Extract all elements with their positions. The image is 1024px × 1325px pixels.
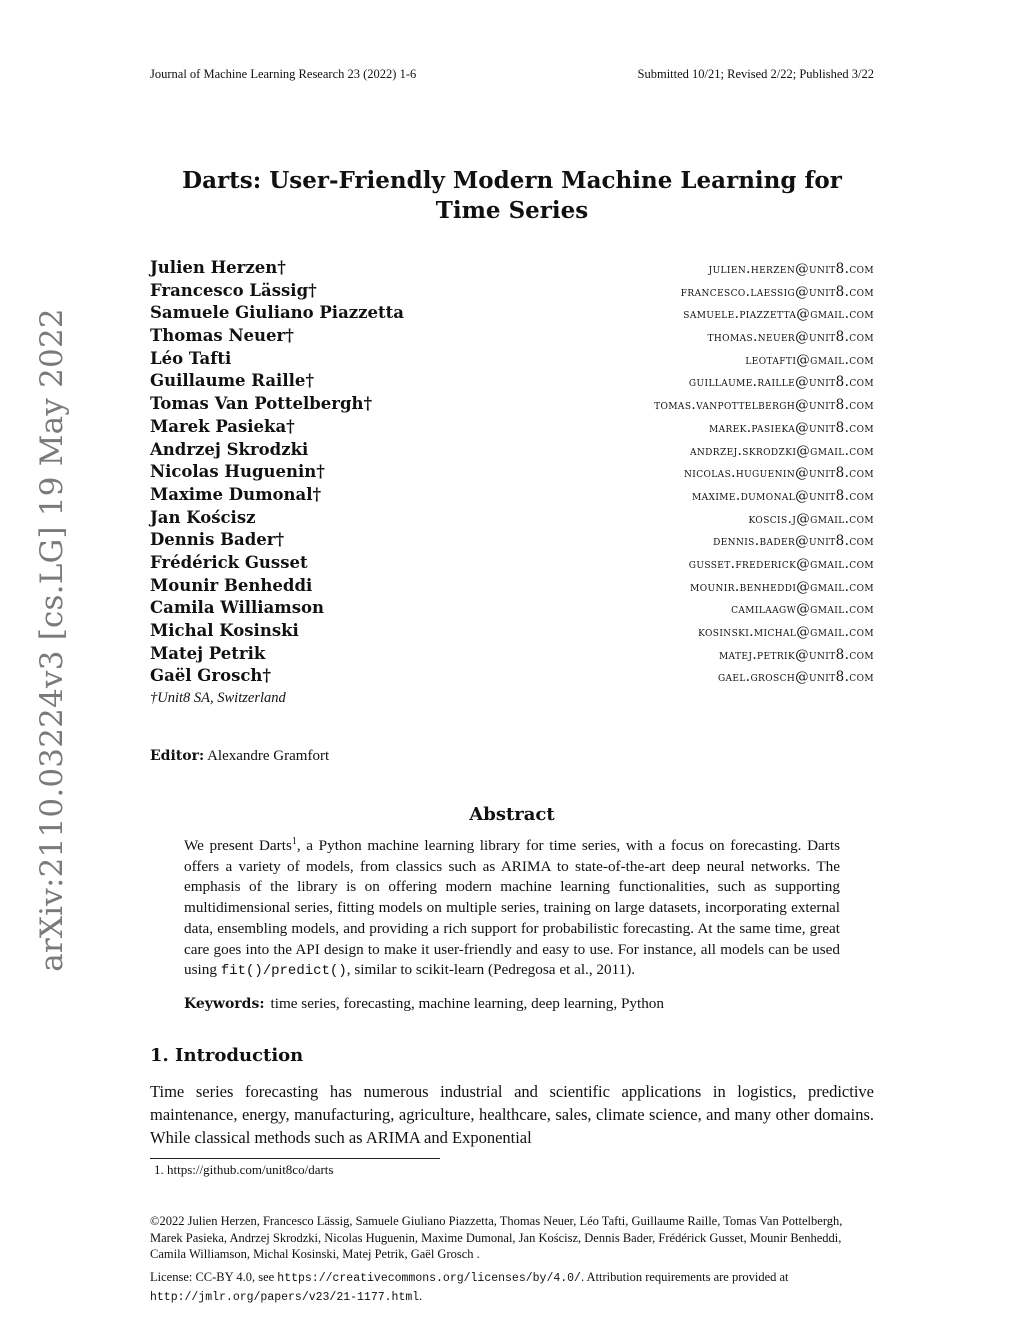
author-row bbox=[150, 417, 874, 440]
author-name: Dennis Bader† bbox=[150, 530, 285, 550]
author-email[interactable]: gael.grosch@unit8.com bbox=[717, 669, 874, 686]
abstract-code: fit()/predict() bbox=[220, 963, 347, 980]
author-row bbox=[150, 349, 874, 372]
author-email[interactable]: leotafti@gmail.com bbox=[745, 351, 874, 368]
author-row bbox=[150, 462, 874, 485]
author-email[interactable]: samuele.piazzetta@gmail.com bbox=[683, 306, 874, 323]
author-row bbox=[150, 326, 874, 349]
author-name: Léo Tafti bbox=[150, 348, 232, 368]
author-email[interactable]: matej.petrik@unit8.com bbox=[718, 646, 874, 663]
author-row bbox=[150, 303, 874, 326]
author-name: Nicolas Huguenin† bbox=[150, 462, 325, 482]
author-row bbox=[150, 666, 874, 689]
author-email[interactable]: camilaagw@gmail.com bbox=[731, 601, 874, 618]
abstract-text-3: , similar to scikit-learn (Pedregosa et al., 2011). bbox=[346, 961, 636, 979]
author-row bbox=[150, 394, 874, 417]
footnote-marker[interactable]: 1 bbox=[291, 836, 297, 847]
keywords-line bbox=[184, 995, 840, 1013]
paper-title: Darts: User-Friendly Modern Machine Learning for Time Series bbox=[182, 167, 842, 224]
abstract-text-1: We present Darts bbox=[184, 837, 292, 855]
affiliation: †Unit8 SA, Switzerland bbox=[150, 690, 286, 706]
author-email[interactable]: koscis.j@gmail.com bbox=[748, 510, 874, 527]
author-name: Francesco Lässig† bbox=[150, 280, 317, 300]
author-name: Jan Kościsz bbox=[150, 507, 256, 527]
journal-header: Journal of Machine Learning Research 23 (2022) 1-6 bbox=[150, 67, 417, 81]
abstract-body bbox=[184, 832, 840, 982]
author-row bbox=[150, 371, 874, 394]
author-email[interactable]: andrzej.skrodzki@gmail.com bbox=[690, 442, 874, 459]
copyright-notice: ©2022 Julien Herzen, Francesco Lässig, Samuele Giuliano Piazzetta, Thomas Neuer, Léo Tafti, Guillaume Raille, Tomas Van Pottelbergh, Marek Pasieka, Andrzej Skrodzki, Nicolas Huguenin, Maxime Dumonal, Jan Kościsz, Dennis Bader, Frédérick Gusset, Mounir Benheddi, Camila Williamson, Michal Kosinski, Matej Petrik, Gaël Grosch . bbox=[150, 1214, 843, 1261]
author-name: Matej Petrik bbox=[150, 643, 266, 663]
footnote[interactable]: 1. https://github.com/unit8co/darts bbox=[154, 1162, 334, 1177]
author-name: Gaël Grosch† bbox=[150, 666, 272, 686]
author-row bbox=[150, 281, 874, 304]
author-name: Marek Pasieka† bbox=[150, 416, 295, 436]
author-name: Mounir Benheddi bbox=[150, 575, 313, 595]
author-row bbox=[150, 530, 874, 553]
author-row bbox=[150, 621, 874, 644]
author-email[interactable]: guillaume.raille@unit8.com bbox=[688, 374, 874, 391]
author-email[interactable]: kosinski.michal@gmail.com bbox=[698, 624, 874, 640]
section-title: 1. Introduction bbox=[150, 1045, 304, 1066]
author-row bbox=[150, 644, 874, 667]
author-row bbox=[150, 508, 874, 531]
license-text-2: . Attribution requirements are provided at bbox=[580, 1270, 789, 1284]
author-name: Thomas Neuer† bbox=[150, 326, 294, 346]
abstract-title: Abstract bbox=[469, 804, 555, 825]
license-text-1: License: CC-BY 4.0, see bbox=[150, 1270, 278, 1284]
author-list bbox=[150, 258, 874, 689]
author-email[interactable]: dennis.bader@unit8.com bbox=[713, 533, 874, 550]
arxiv-identifier: arXiv:2110.03224v3 [cs.LG] 19 May 2022 bbox=[34, 308, 70, 972]
abstract-text-2: , a Python machine learning library for time series, with a focus on forecasting. Darts offers a variety of models, from classics such as ARIMA to state-of-the-art deep neural networks. The emphasis of the library is on offering modern machine learning functionalities, such as supporting multidimensional series, fitting models on multiple series, training on large datasets, incorporating external data, ensembling models, and providing a rich support for probabilistic forecasting. At the same time, great care goes into the API design to make it user-friendly and easy to use. For instance, all models can be used using bbox=[184, 837, 840, 979]
author-name: Michal Kosinski bbox=[150, 621, 299, 640]
editor-name: Alexandre Gramfort bbox=[207, 748, 330, 764]
author-row bbox=[150, 553, 874, 576]
license-link-2[interactable]: http://jmlr.org/papers/v23/21-1177.html bbox=[150, 1290, 420, 1304]
keywords-label: Keywords: bbox=[184, 996, 265, 1012]
author-name: Julien Herzen† bbox=[150, 258, 286, 277]
author-row bbox=[150, 485, 874, 508]
editor-label: Editor: bbox=[150, 748, 205, 764]
author-email[interactable]: julien.herzen@unit8.com bbox=[708, 261, 874, 277]
footnote-divider bbox=[150, 1158, 440, 1159]
license-notice bbox=[150, 1269, 874, 1306]
author-email[interactable]: nicolas.huguenin@unit8.com bbox=[684, 465, 874, 482]
author-name: Tomas Van Pottelbergh† bbox=[150, 394, 373, 414]
author-name: Andrzej Skrodzki bbox=[150, 439, 309, 459]
author-row bbox=[150, 576, 874, 599]
license-text-3: . bbox=[419, 1288, 423, 1303]
author-row bbox=[150, 258, 874, 281]
license-link-1[interactable]: https://creativecommons.org/licenses/by/4.0/ bbox=[277, 1272, 581, 1285]
author-row bbox=[150, 440, 874, 463]
author-email[interactable]: francesco.laessig@unit8.com bbox=[680, 283, 874, 300]
author-name: Frédérick Gusset bbox=[150, 552, 308, 572]
editor-line bbox=[150, 748, 329, 765]
author-name: Samuele Giuliano Piazzetta bbox=[150, 303, 404, 323]
author-email[interactable]: marek.pasieka@unit8.com bbox=[708, 419, 874, 436]
author-name: Camila Williamson bbox=[150, 598, 325, 618]
author-email[interactable]: maxime.dumonal@unit8.com bbox=[692, 487, 874, 504]
author-email[interactable]: thomas.neuer@unit8.com bbox=[707, 329, 874, 346]
submission-dates: Submitted 10/21; Revised 2/22; Published 3/22 bbox=[637, 67, 874, 81]
author-email[interactable]: tomas.vanpottelbergh@unit8.com bbox=[654, 397, 874, 414]
author-email[interactable]: mounir.benheddi@gmail.com bbox=[690, 578, 874, 595]
author-name: Maxime Dumonal† bbox=[150, 484, 322, 504]
author-row bbox=[150, 598, 874, 621]
author-name: Guillaume Raille† bbox=[150, 371, 314, 391]
keywords-text: time series, forecasting, machine learning, deep learning, Python bbox=[270, 995, 664, 1012]
author-email[interactable]: gusset.frederick@gmail.com bbox=[688, 555, 874, 572]
section-text: Time series forecasting has numerous industrial and scientific applications in logistics, predictive maintenance, energy, manufacturing, agriculture, healthcare, sales, climate science, and many other domains. While classical methods such as ARIMA and Exponential bbox=[150, 1082, 874, 1147]
